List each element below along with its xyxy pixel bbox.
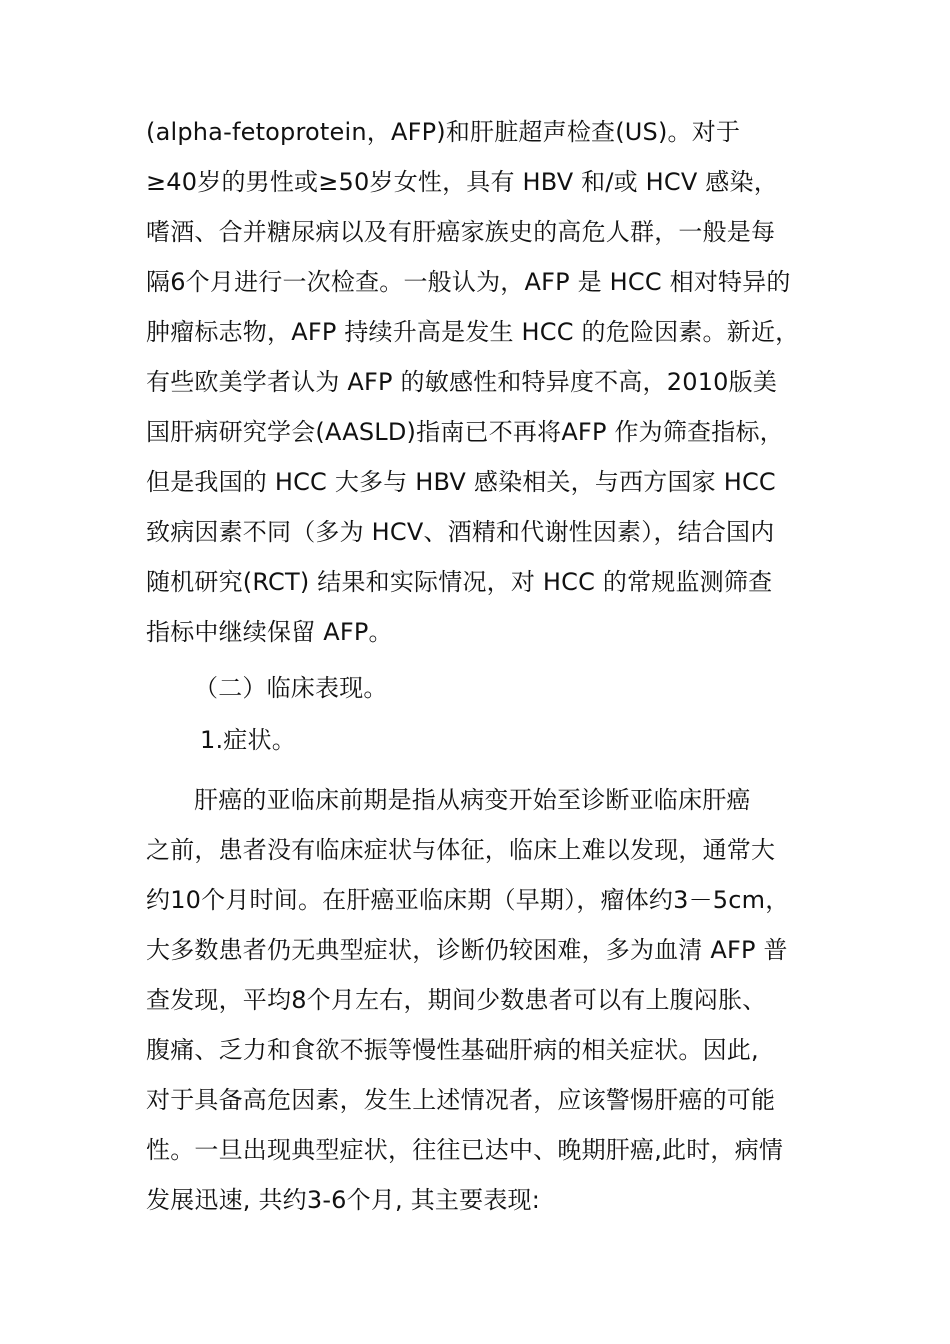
text-line: 有些欧美学者认为 AFP 的敏感性和特异度不高，2010版美	[146, 368, 778, 396]
text-line: 致病因素不同（多为 HCV、酒精和代谢性因素），结合国内	[146, 518, 775, 546]
text-line: 之前，患者没有临床症状与体征，临床上难以发现，通常大	[146, 836, 776, 864]
text-line: 对于具备高危因素，发生上述情况者，应该警惕肝癌的可能	[146, 1086, 776, 1114]
text-line: 约10个月时间。在肝癌亚临床期（早期），瘤体约3－5cm，	[146, 886, 790, 914]
text-line: 性。一旦出现典型症状，往往已达中、晚期肝癌,此时，病情	[146, 1136, 784, 1164]
text-line: 肿瘤标志物，AFP 持续升高是发生 HCC 的危险因素。新近，	[146, 318, 800, 346]
text-line: 随机研究(RCT) 结果和实际情况，对 HCC 的常规监测筛查	[146, 568, 773, 596]
text-line: 查发现，平均8个月左右，期间少数患者可以有上腹闷胀、	[146, 986, 767, 1014]
text-line: 隔6个月进行一次检查。一般认为，AFP 是 HCC 相对特异的	[146, 268, 791, 296]
text-line: 大多数患者仍无典型症状，诊断仍较困难，多为血清 AFP 普	[146, 936, 788, 964]
text-line: 国肝病研究学会(AASLD)指南已不再将AFP 作为筛查指标，	[146, 418, 784, 446]
text-line: 指标中继续保留 AFP。	[146, 618, 393, 646]
text-line: (alpha-fetoprotein，AFP)和肝脏超声检查(US)。对于	[146, 118, 741, 146]
text-line: ≥40岁的男性或≥50岁女性，具有 HBV 和/或 HCV 感染，	[146, 168, 778, 196]
text-line: 肝癌的亚临床前期是指从病变开始至诊断亚临床肝癌	[194, 786, 751, 814]
section-heading: （二）临床表现。	[194, 674, 388, 702]
text-line: 发展迅速, 共约3-6个月, 其主要表现:	[146, 1186, 540, 1214]
text-line: 嗜酒、合并糖尿病以及有肝癌家族史的高危人群，一般是每	[146, 218, 776, 246]
text-line: 但是我国的 HCC 大多与 HBV 感染相关，与西方国家 HCC	[146, 468, 776, 496]
subsection-heading: 1.症状。	[200, 726, 296, 754]
text-line: 腹痛、乏力和食欲不振等慢性基础肝病的相关症状。因此,	[146, 1036, 759, 1064]
